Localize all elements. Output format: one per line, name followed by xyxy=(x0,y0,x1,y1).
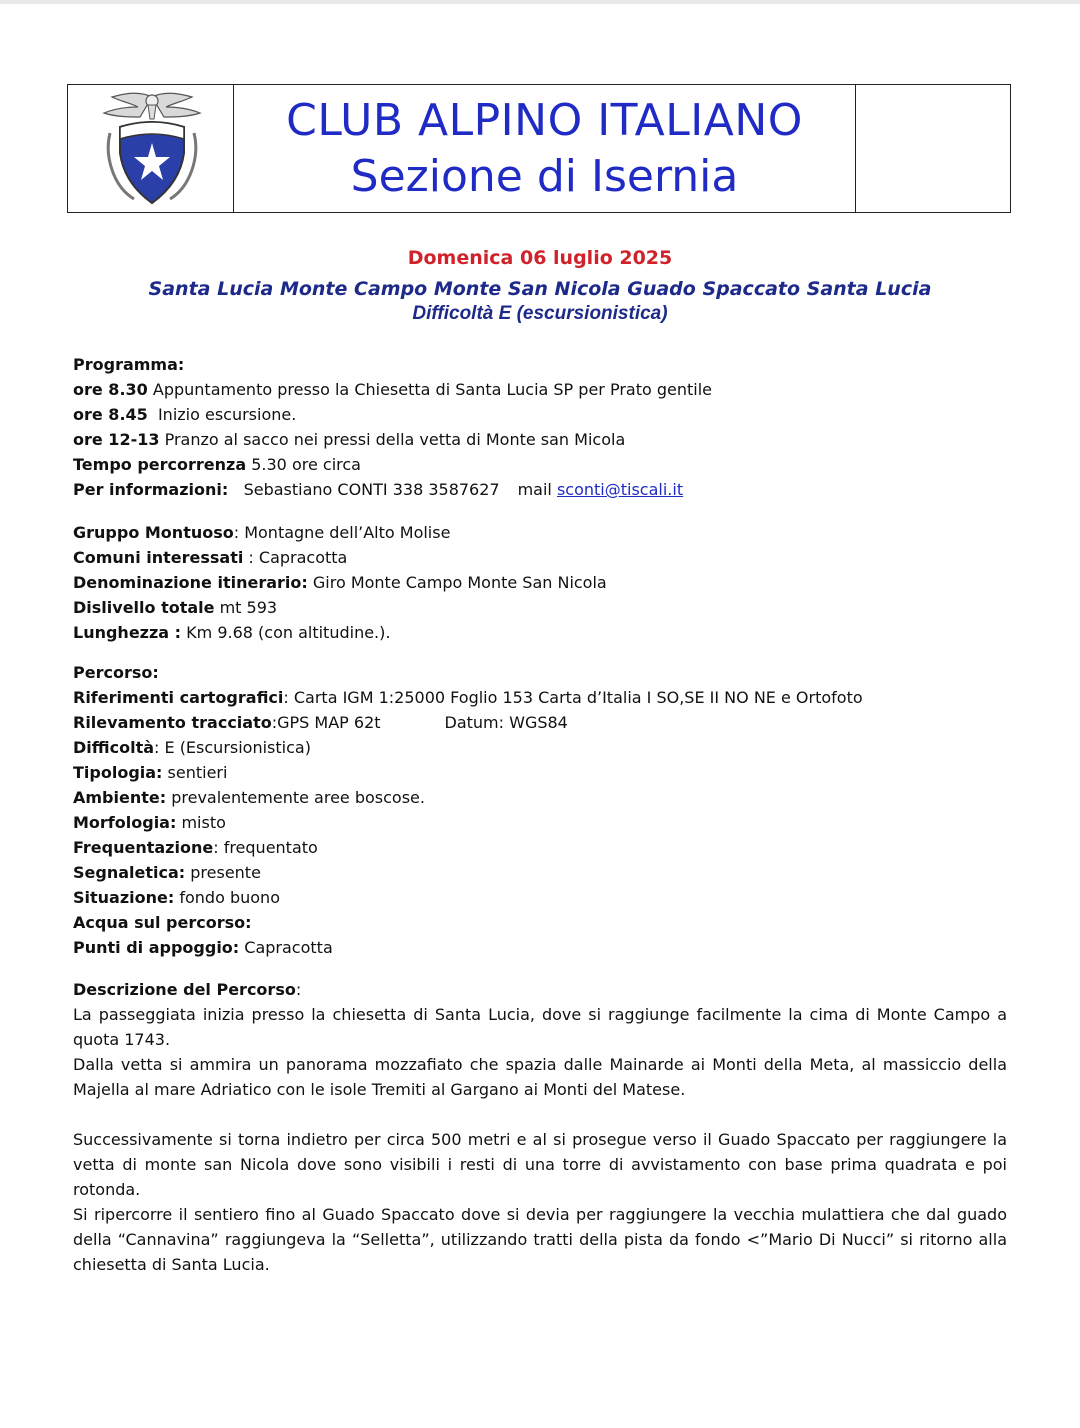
empty-cell xyxy=(856,85,1010,212)
descrizione-paragraph: Dalla vetta si ammira un panorama mozzafiato che spazia dalle Mainarde ai Monti della Meta, al massiccio della Majella al mare Adriatico con le isole Tremiti al Gargano ai Monti del Matese. xyxy=(73,1055,1007,1099)
percorso-row xyxy=(73,910,1013,935)
row-text: Capracotta xyxy=(239,938,333,957)
row-text: Km 9.68 (con altitudine.). xyxy=(181,623,391,642)
gruppo-row xyxy=(73,545,1013,570)
descrizione-title-row xyxy=(73,977,1007,1002)
info-row xyxy=(73,477,1013,502)
programma-title: Programma: xyxy=(73,355,185,374)
row-text: Pranzo al sacco nei pressi della vetta di Monte san Micola xyxy=(164,430,626,449)
descrizione-paragraph: Successivamente si torna indietro per circa 500 metri e al si prosegue verso il Guado Spaccato per raggiungere la vetta di monte san Nicola dove sono visibili i resti di una torre di avvistamento con base prima quadrata e poi rotonda. xyxy=(73,1130,1007,1199)
programma-block xyxy=(73,352,1013,502)
row-label: Acqua sul percorso: xyxy=(73,913,252,932)
row-label: Ambiente: xyxy=(73,788,167,807)
row-label: Frequentazione xyxy=(73,838,214,857)
info-mail-link[interactable]: sconti@tiscali.it xyxy=(556,480,684,499)
row-text: mt 593 xyxy=(214,598,278,617)
gruppo-block xyxy=(73,520,1013,645)
programma-row xyxy=(73,377,1013,402)
descrizione-title-suffix: : xyxy=(295,980,302,999)
row-label: Morfologia: xyxy=(73,813,177,832)
percorso-row xyxy=(73,885,1013,910)
row-text: Appuntamento presso la Chiesetta di Santa Lucia SP per Prato gentile xyxy=(152,380,712,399)
row-label: Rilevamento tracciato xyxy=(73,713,272,732)
row-text: fondo buono xyxy=(174,888,280,907)
row-label: Segnaletica: xyxy=(73,863,186,882)
percorso-block xyxy=(73,660,1013,960)
programma-row xyxy=(73,427,1013,452)
row-label: Gruppo Montuoso xyxy=(73,523,234,542)
row-text: presente xyxy=(185,863,261,882)
logo-cell xyxy=(68,85,234,212)
row-label: Situazione: xyxy=(73,888,175,907)
row-label: Riferimenti cartografici xyxy=(73,688,284,707)
row-text: sentieri xyxy=(162,763,228,782)
gruppo-row xyxy=(73,520,1013,545)
row-label: ore 8.30 xyxy=(73,380,148,399)
row-label: Lunghezza : xyxy=(73,623,182,642)
descrizione-paragraph: La passeggiata inizia presso la chiesetta di Santa Lucia, dove si raggiunge facilmente la cima di Monte Campo a quota 1743. xyxy=(73,1005,1007,1049)
info-mail-label: mail xyxy=(517,480,552,499)
percorso-row xyxy=(73,760,1013,785)
row-text: : Carta IGM 1:25000 Foglio 153 Carta d’Italia I SO,SE II NO NE e Ortofoto xyxy=(283,688,863,707)
row-label: ore 12-13 xyxy=(73,430,160,449)
gruppo-row xyxy=(73,620,1013,645)
org-name: CLUB ALPINO ITALIANO xyxy=(286,94,803,146)
row-text: : E (Escursionistica) xyxy=(154,738,311,757)
event-date: Domenica 06 luglio 2025 xyxy=(407,247,673,269)
row-label: Punti di appoggio: xyxy=(73,938,240,957)
row-label: Tipologia: xyxy=(73,763,163,782)
row-label: Tempo percorrenza xyxy=(73,455,247,474)
row-text: : Montagne dell’Alto Molise xyxy=(233,523,451,542)
info-contact: Sebastiano CONTI 338 3587627 xyxy=(243,480,500,499)
event-route: Santa Lucia Monte Campo Monte San Nicola Guado Spaccato Santa Lucia xyxy=(148,278,932,300)
row-text: prevalentemente aree boscose. xyxy=(166,788,425,807)
descrizione-block xyxy=(73,977,1007,1277)
row-label: Difficoltà xyxy=(73,738,155,757)
percorso-row xyxy=(73,735,1013,760)
event-difficulty: Difficoltà E (escursionistica) xyxy=(412,303,668,324)
row-label: Denominazione itinerario: xyxy=(73,573,308,592)
section-name: Sezione di Isernia xyxy=(350,150,739,202)
percorso-row xyxy=(73,685,1013,710)
programma-row xyxy=(73,452,1013,477)
descrizione-title: Descrizione del Percorso xyxy=(73,980,296,999)
programma-row xyxy=(73,402,1013,427)
header-table xyxy=(67,84,1011,213)
top-border xyxy=(0,0,1080,4)
percorso-title: Percorso: xyxy=(73,663,159,682)
percorso-row xyxy=(73,935,1013,960)
row-label: ore 8.45 xyxy=(73,405,148,424)
percorso-row xyxy=(73,785,1013,810)
row-label: Comuni interessati xyxy=(73,548,244,567)
row-text: : Capracotta xyxy=(243,548,348,567)
percorso-row xyxy=(73,860,1013,885)
title-cell xyxy=(234,85,856,212)
row-text: Giro Monte Campo Monte San Nicola xyxy=(307,573,607,592)
row-text: :GPS MAP 62t xyxy=(271,713,381,732)
row-label: Dislivello totale xyxy=(73,598,215,617)
descrizione-paragraph: Si ripercorre il sentiero fino al Guado Spaccato dove si devia per raggiungere la vecchia mulattiera che dal guado della “Cannavina” raggiungeva la “Selletta”, utilizzando tratti della pista da fondo <”Mario Di Nucci” si ritorno alla chiesetta di Santa Lucia. xyxy=(73,1205,1007,1274)
row-text: : frequentato xyxy=(213,838,318,857)
gruppo-row xyxy=(73,595,1013,620)
datum-text: Datum: WGS84 xyxy=(444,713,568,732)
row-text: 5.30 ore circa xyxy=(251,455,361,474)
row-text: misto xyxy=(176,813,226,832)
percorso-row xyxy=(73,710,1013,735)
cai-logo xyxy=(90,87,214,211)
gruppo-row xyxy=(73,570,1013,595)
percorso-row xyxy=(73,810,1013,835)
info-label: Per informazioni: xyxy=(73,480,229,499)
row-text: Inizio escursione. xyxy=(157,405,297,424)
percorso-row xyxy=(73,835,1013,860)
